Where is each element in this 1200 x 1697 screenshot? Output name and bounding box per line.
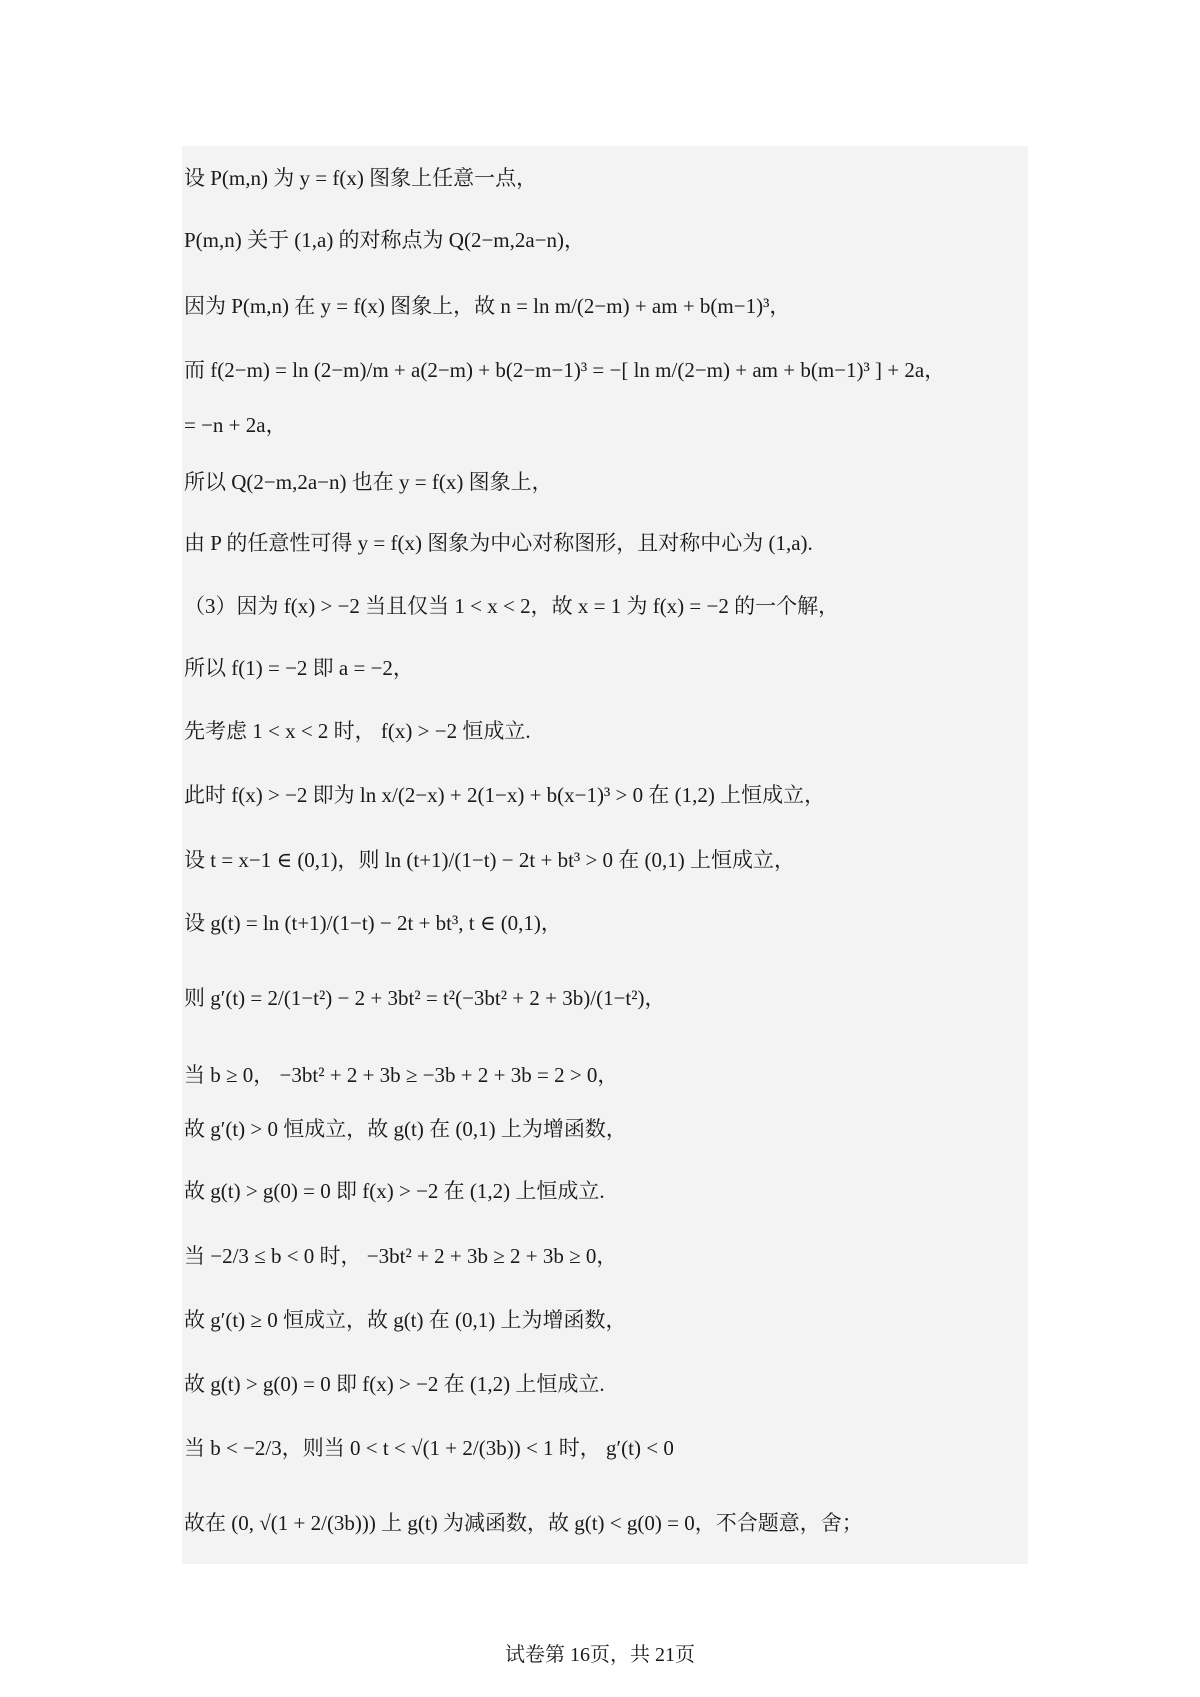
text-line: 所以 f(1) = −2 即 a = −2， — [184, 656, 414, 680]
text-line: 故 g(t) > g(0) = 0 即 f(x) > −2 在 (1,2) 上恒成立. — [184, 1179, 605, 1203]
text-line: 故 g(t) > g(0) = 0 即 f(x) > −2 在 (1,2) 上恒成立. — [184, 1372, 605, 1396]
text-line: 当 b < −2/3，则当 0 < t < √(1 + 2/(3b)) < 1 时， g′(t) < 0 — [184, 1436, 674, 1460]
text-line: （3）因为 f(x) > −2 当且仅当 1 < x < 2，故 x = 1 为 f(x) = −2 的一个解， — [184, 594, 840, 618]
text-line: 故在 (0, √(1 + 2/(3b))) 上 g(t) 为减函数，故 g(t) < g(0) = 0，不合题意，舍； — [184, 1511, 863, 1535]
page-footer: 试卷第 16页，共 21页 — [505, 1644, 695, 1666]
text-line: 当 −2/3 ≤ b < 0 时， −3bt² + 2 + 3b ≥ 2 + 3b ≥ 0， — [184, 1244, 618, 1268]
text-line: 当 b ≥ 0， −3bt² + 2 + 3b ≥ −3b + 2 + 3b = 2 > 0， — [184, 1063, 619, 1087]
text-line: 先考虑 1 < x < 2 时， f(x) > −2 恒成立. — [184, 719, 531, 743]
text-line: 设 g(t) = ln (t+1)/(1−t) − 2t + bt³, t ∈ (0,1)， — [184, 911, 562, 935]
text-line: P(m,n) 关于 (1,a) 的对称点为 Q(2−m,2a−n)， — [184, 228, 586, 252]
text-line: 故 g′(t) > 0 恒成立，故 g(t) 在 (0,1) 上为增函数， — [184, 1117, 627, 1141]
text-line: 则 g′(t) = 2/(1−t²) − 2 + 3bt² = t²(−3bt² + 2 + 3b)/(1−t²)， — [184, 986, 666, 1010]
text-line: 因为 P(m,n) 在 y = f(x) 图象上，故 n = ln m/(2−m) + am + b(m−1)³， — [184, 294, 791, 318]
text-line: = −n + 2a， — [184, 413, 287, 437]
text-line: 由 P 的任意性可得 y = f(x) 图象为中心对称图形，且对称中心为 (1,a). — [184, 531, 813, 555]
text-line: 而 f(2−m) = ln (2−m)/m + a(2−m) + b(2−m−1)³ = −[ ln m/(2−m) + am + b(m−1)³ ] + 2a， — [184, 358, 946, 382]
text-line: 设 t = x−1 ∈ (0,1)，则 ln (t+1)/(1−t) − 2t + bt³ > 0 在 (0,1) 上恒成立， — [184, 848, 796, 872]
text-line: 此时 f(x) > −2 即为 ln x/(2−x) + 2(1−x) + b(x−1)³ > 0 在 (1,2) 上恒成立， — [184, 783, 826, 807]
text-line: 故 g′(t) ≥ 0 恒成立，故 g(t) 在 (0,1) 上为增函数， — [184, 1308, 627, 1332]
text-line: 设 P(m,n) 为 y = f(x) 图象上任意一点， — [184, 166, 538, 190]
text-line: 所以 Q(2−m,2a−n) 也在 y = f(x) 图象上， — [184, 470, 553, 494]
